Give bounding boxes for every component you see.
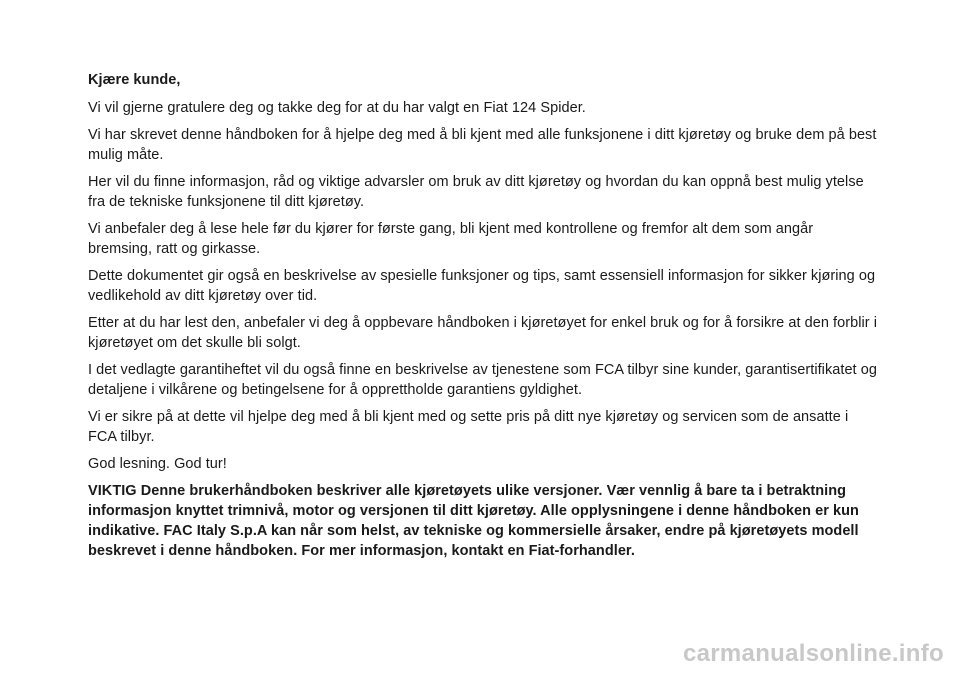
paragraph-purpose: Vi har skrevet denne håndboken for å hjelpe deg med å bli kjent med alle funksjonene i ditt kjøretøy og bruke dem på best mulig måte.: [88, 127, 877, 163]
paragraph-information: Her vil du finne informasjon, råd og viktige advarsler om bruk av ditt kjøretøy og hvordan du kan oppnå best mulig ytelse fra de tekniske funksjonene til ditt kjøretøy.: [88, 174, 864, 210]
paragraph-farewell: God lesning. God tur!: [88, 456, 227, 472]
paragraph-document-contents: Dette dokumentet gir også en beskrivelse av spesielle funksjoner og tips, samt essensiell informasjon for sikker kjøring og vedlikehold av ditt kjøretøy over tid.: [88, 268, 876, 304]
watermark: carmanualsonline.info: [682, 640, 944, 667]
paragraph-keep-manual: Etter at du har lest den, anbefaler vi deg å oppbevare håndboken i kjøretøyet for enkel bruk og for å forsikre at den forblir i kjøretøyet om det skulle bli solgt.: [88, 315, 877, 351]
paragraph-closing: Vi er sikre på at dette vil hjelpe deg med å bli kjent med og sette pris på ditt nye kjøretøy og servicen som de ansatte i FCA tilbyr.: [88, 409, 849, 445]
paragraph-congratulations: Vi vil gjerne gratulere deg og takke deg for at du har valgt en Fiat 124 Spider.: [88, 100, 586, 116]
manual-page: [88, 70, 878, 568]
greeting: Kjære kunde,: [88, 72, 181, 88]
important-notice: VIKTIG Denne brukerhåndboken beskriver alle kjøretøyets ulike versjoner. Vær vennlig å bare ta i betraktning informasjon knyttet trimnivå, motor og versjonen til ditt kjøretøy. Alle opplysningene i denne håndboken er kun indikative. FAC Italy S.p.A kan når som helst, av tekniske og kommersielle årsaker, endre på kjøretøyets modell beskrevet i denne håndboken. For mer informasjon, kontakt en Fiat-forhandler.: [88, 483, 859, 559]
paragraph-warranty: I det vedlagte garantiheftet vil du også finne en beskrivelse av tjenestene som FCA tilbyr sine kunder, garantisertifikatet og detaljene i vilkårene og betingelsene for å opprettholde garantiens gyldighet.: [88, 362, 877, 398]
paragraph-read-first: Vi anbefaler deg å lese hele før du kjører for første gang, bli kjent med kontrollene og fremfor alt dem som angår bremsing, ratt og girkasse.: [88, 221, 814, 257]
